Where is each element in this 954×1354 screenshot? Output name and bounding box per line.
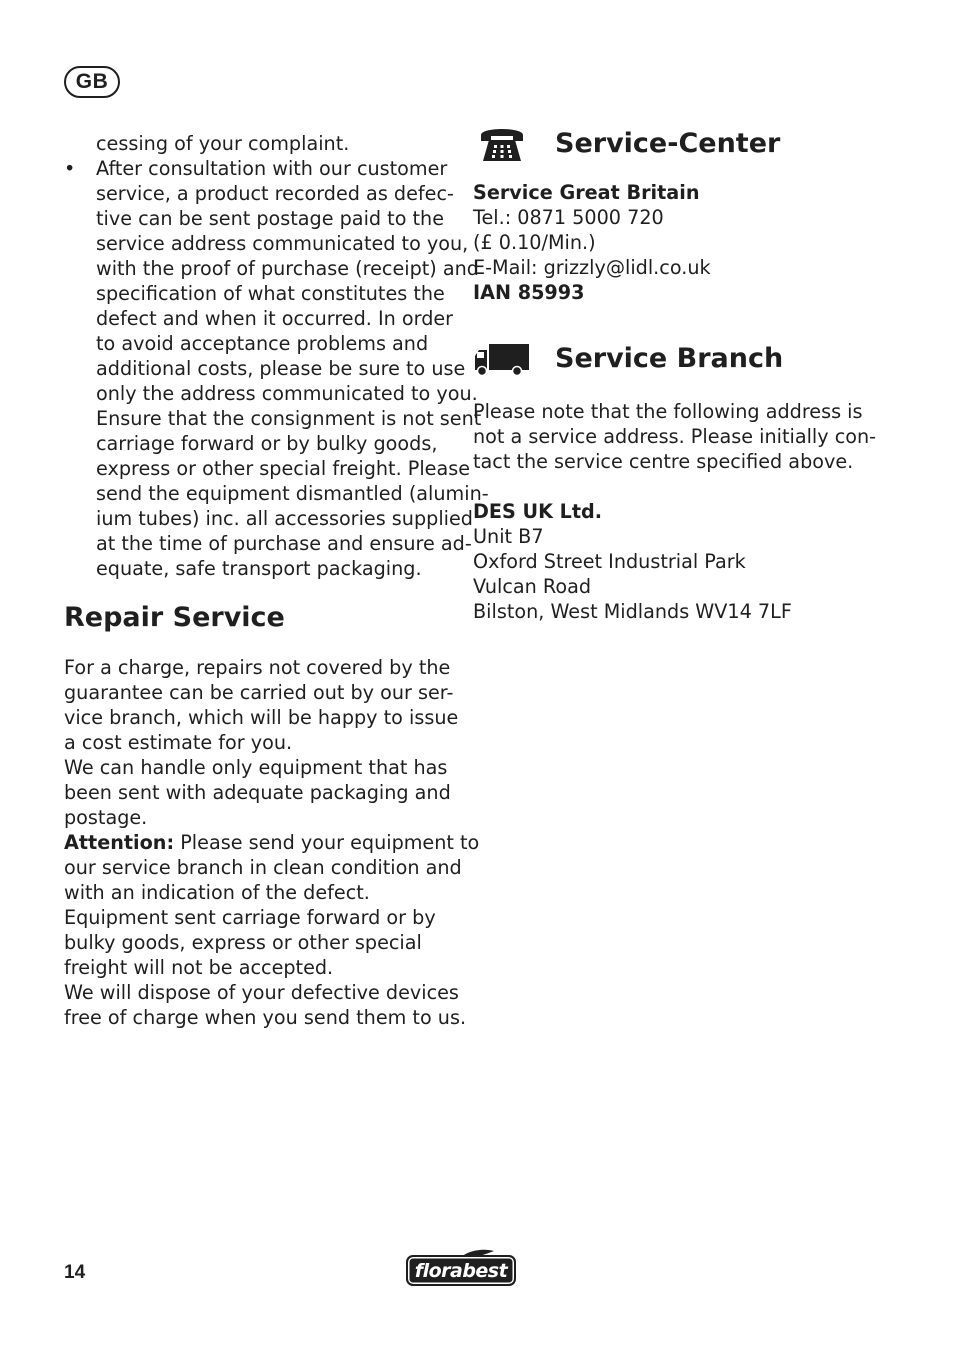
bullet-line: to avoid acceptance problems and (96, 332, 429, 355)
repair-line: For a charge, repairs not covered by the (64, 656, 451, 679)
logo-box (406, 1255, 516, 1286)
service-name: Service Great Britain (473, 181, 700, 204)
bullet-line: express or other special freight. Please (96, 457, 471, 480)
bullet-line: defect and when it occurred. In order (96, 307, 454, 330)
bullet-line: only the address communicated to you. (96, 382, 478, 405)
repair-line: guarantee can be carried out by our ser- (64, 681, 454, 704)
service-branch-note (473, 399, 877, 474)
bullet-icon: • (64, 157, 76, 180)
bullet-line: tive can be sent postage paid to the (96, 207, 445, 230)
service-email: E-Mail: grizzly@lidl.co.uk (473, 256, 711, 279)
repair-line: vice branch, which will be happy to issue (64, 706, 459, 729)
country-badge: GB (64, 66, 120, 98)
repair-line: We can handle only equipment that has (64, 756, 448, 779)
bullet-line: at the time of purchase and ensure ad- (96, 532, 472, 555)
bullet-line: additional costs, please be sure to use (96, 357, 466, 380)
note-line: tact the service centre specified above. (473, 450, 854, 473)
repair-line: postage. (64, 806, 148, 829)
truck-icon (473, 342, 531, 376)
bullet-line: Ensure that the consignment is not sent (96, 407, 482, 430)
address-line: Bilston, West Midlands WV14 7LF (473, 600, 792, 623)
repair-service-heading: Repair Service (64, 602, 285, 633)
address-line: Oxford Street Industrial Park (473, 550, 746, 573)
note-line: Please note that the following address is (473, 400, 863, 423)
repair-line: with an indication of the defect. (64, 881, 370, 904)
service-center-details (473, 180, 863, 305)
attention-line (64, 830, 480, 855)
brand-name: florabest (414, 1259, 508, 1282)
repair-line: freight will not be accepted. (64, 956, 334, 979)
service-branch-address (473, 499, 863, 624)
note-line: not a service address. Please initially con- (473, 425, 877, 448)
repair-line: bulky goods, express or other special (64, 931, 422, 954)
service-ian: IAN 85993 (473, 281, 585, 304)
service-branch-heading: Service Branch (555, 343, 784, 374)
service-center-header (473, 120, 863, 168)
attention-label: Attention: (64, 831, 175, 854)
page-number: 14 (64, 1262, 86, 1283)
bullet-line: send the equipment dismantled (alumin- (96, 482, 489, 505)
address-line: Vulcan Road (473, 575, 592, 598)
address-line: Unit B7 (473, 525, 544, 548)
service-branch-header (473, 335, 863, 383)
repair-line: our service branch in clean condition and (64, 856, 462, 879)
bullet-line: carriage forward or by bulky goods, (96, 432, 438, 455)
bullet-line: service, a product recorded as defec- (96, 182, 454, 205)
attention-text: Please send your equipment to (174, 831, 480, 854)
repair-line: a cost estimate for you. (64, 731, 293, 754)
bullet-line: service address communicated to you, (96, 232, 469, 255)
telephone-icon (473, 123, 531, 165)
service-center-heading: Service-Center (555, 128, 781, 159)
brand-logo (406, 1248, 518, 1288)
bullet-item (64, 156, 489, 581)
right-column (473, 120, 877, 624)
repair-line: Equipment sent carriage forward or by (64, 906, 436, 929)
bullet-line: with the proof of purchase (receipt) and (96, 257, 479, 280)
repair-line: We will dispose of your defective devices (64, 981, 459, 1004)
bullet-line: After consultation with our customer (96, 157, 448, 180)
bullet-line: ium tubes) inc. all accessories supplied (96, 507, 473, 530)
bullet-line: specification of what constitutes the (96, 282, 445, 305)
continuation-text: cessing of your complaint. (96, 132, 350, 155)
repair-line: free of charge when you send them to us. (64, 1006, 467, 1029)
repair-service-text (64, 655, 480, 1030)
service-tel: Tel.: 0871 5000 720 (473, 206, 664, 229)
repair-line: been sent with adequate packaging and (64, 781, 451, 804)
bullet-line: equate, safe transport packaging. (96, 557, 422, 580)
service-rate: (£ 0.10/Min.) (473, 231, 596, 254)
company-name: DES UK Ltd. (473, 500, 603, 523)
left-column (64, 131, 489, 1030)
